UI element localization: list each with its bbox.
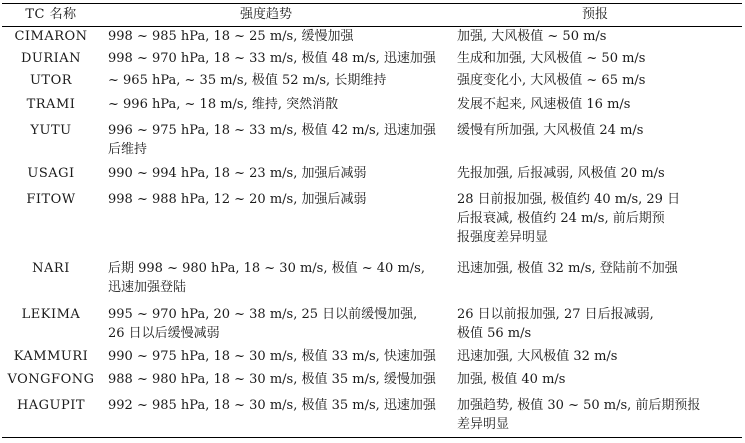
row-utor-name: UTOR <box>29 73 73 88</box>
row-fitow-trend: 998 ~ 988 hPa, 12 ~ 20 m/s, 加强后减弱 <box>108 192 367 207</box>
row-yutu-trend-line-2: 后维持 <box>108 142 148 157</box>
row-durian-trend: 998 ~ 970 hPa, 18 ~ 33 m/s, 极值 48 m/s, 迅速加强 <box>108 51 436 66</box>
row-yutu-trend-line-1: 996 ~ 975 hPa, 18 ~ 33 m/s, 极值 42 m/s, 迅速加强 <box>108 123 436 138</box>
row-hagupit-name: HAGUPIT <box>16 398 86 413</box>
row-vongfong-forecast: 加强, 极值 40 m/s <box>457 372 566 387</box>
row-lekima-name: LEKIMA <box>21 307 81 322</box>
row-yutu-name: YUTU <box>30 123 72 138</box>
row-cimaron-name: CIMARON <box>14 29 88 44</box>
row-lekima-trend-line-1: 995 ~ 970 hPa, 20 ~ 38 m/s, 25 日以前缓慢加强, <box>108 307 418 322</box>
row-durian-forecast: 生成和加强, 大风极值 ~ 50 m/s <box>457 51 646 66</box>
row-durian-name: DURIAN <box>20 51 82 66</box>
row-hagupit-forecast-line-1: 加强趋势, 极值 30 ~ 50 m/s, 前后期预报 <box>457 398 701 413</box>
table-bottom-rule <box>2 437 742 438</box>
row-utor-forecast: 强度变化小, 大风极值 ~ 65 m/s <box>457 73 646 88</box>
row-nari-forecast: 迅速加强, 极值 32 m/s, 登陆前不加强 <box>457 261 678 276</box>
row-nari-name: NARI <box>32 261 70 276</box>
header-tc-name: TC 名称 <box>25 7 77 22</box>
row-vongfong-name: VONGFONG <box>7 372 95 387</box>
row-hagupit-trend: 992 ~ 985 hPa, 18 ~ 30 m/s, 极值 35 m/s, 迅速加强 <box>108 398 436 413</box>
row-lekima-trend-line-2: 26 日以后缓慢减弱 <box>108 326 220 341</box>
row-trami-name: TRAMI <box>26 97 76 112</box>
row-nari-trend-line-1: 后期 998 ~ 980 hPa, 18 ~ 30 m/s, 极值 ~ 40 m/s, <box>108 261 425 276</box>
row-trami-forecast: 发展不起来, 风速极值 16 m/s <box>457 97 631 112</box>
row-trami-trend: ~ 996 hPa, ~ 18 m/s, 维持, 突然消散 <box>108 97 339 112</box>
row-fitow-forecast-line-2: 后报衰减, 极值约 24 m/s, 前后期预 <box>457 211 665 226</box>
row-kammuri-forecast: 迅速加强, 大风极值 32 m/s <box>457 349 618 364</box>
row-fitow-name: FITOW <box>26 192 76 207</box>
row-usagi-trend: 990 ~ 994 hPa, 18 ~ 23 m/s, 加强后减弱 <box>108 166 367 181</box>
row-usagi-forecast: 先报加强, 后报减弱, 风极值 20 m/s <box>457 166 665 181</box>
row-cimaron-forecast: 加强, 大风极值 ~ 50 m/s <box>457 29 607 44</box>
row-usagi-name: USAGI <box>27 166 75 181</box>
header-intensity-trend: 强度趋势 <box>240 7 293 22</box>
row-fitow-forecast-line-3: 报强度差异明显 <box>457 230 549 245</box>
row-hagupit-forecast-line-2: 差异明显 <box>457 417 510 432</box>
row-fitow-forecast-line-1: 28 日前报加强, 极值约 40 m/s, 29 日 <box>457 192 681 207</box>
row-lekima-forecast-line-2: 极值 56 m/s <box>457 326 532 341</box>
row-vongfong-trend: 988 ~ 980 hPa, 18 ~ 30 m/s, 极值 35 m/s, 缓慢加强 <box>108 372 436 387</box>
table-top-rule <box>2 3 742 4</box>
header-forecast: 预报 <box>582 7 609 22</box>
row-nari-trend-line-2: 迅速加强登陆 <box>108 280 187 295</box>
row-utor-trend: ~ 965 hPa, ~ 35 m/s, 极值 52 m/s, 长期维持 <box>108 73 387 88</box>
row-kammuri-name: KAMMURI <box>13 349 89 364</box>
row-lekima-forecast-line-1: 26 日以前报加强, 27 日后报减弱, <box>457 307 654 322</box>
table-header-rule <box>2 26 742 27</box>
row-yutu-forecast: 缓慢有所加强, 大风极值 24 m/s <box>457 123 644 138</box>
row-kammuri-trend: 990 ~ 975 hPa, 18 ~ 30 m/s, 极值 33 m/s, 快速加强 <box>108 349 436 364</box>
row-cimaron-trend: 998 ~ 985 hPa, 18 ~ 25 m/s, 缓慢加强 <box>108 29 354 44</box>
